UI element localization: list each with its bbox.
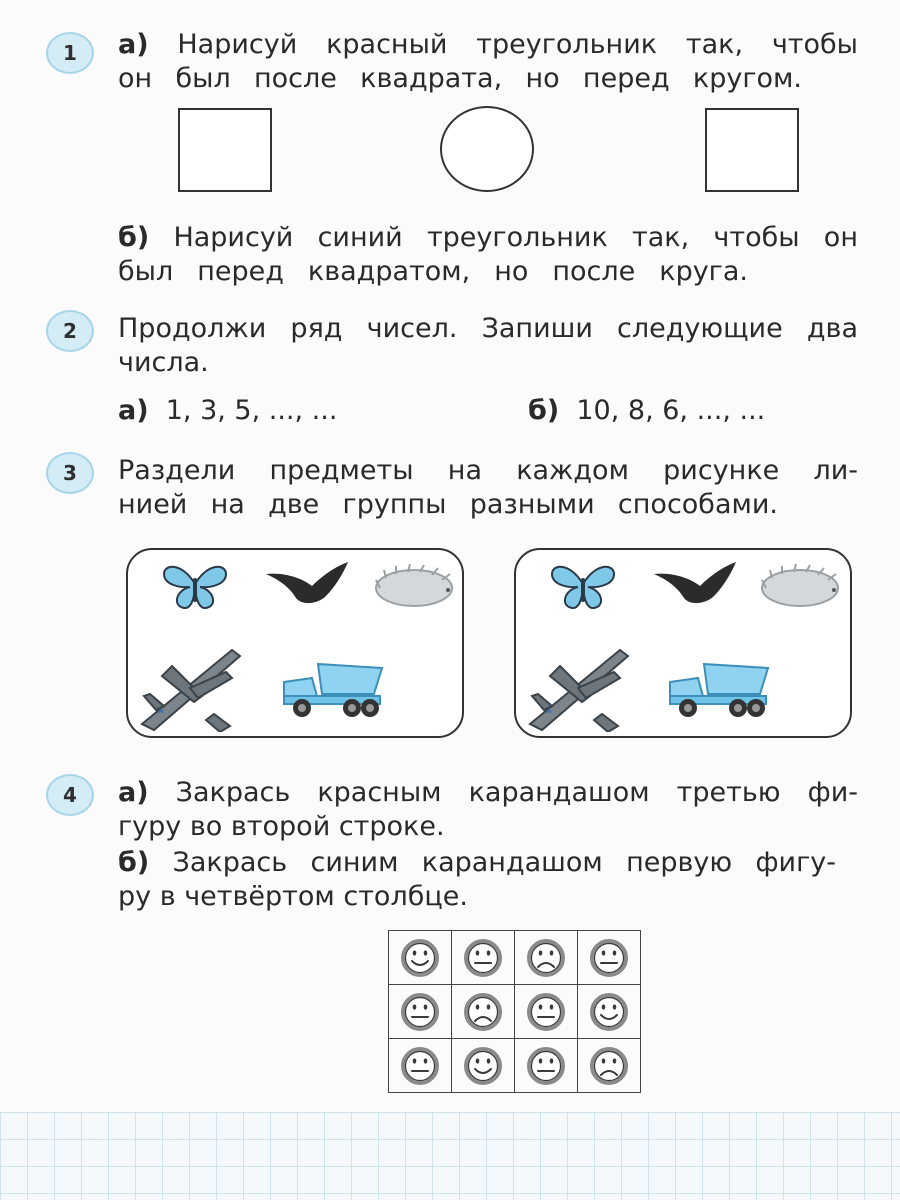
hedgehog-icon	[372, 560, 458, 608]
task1-a-label: а)	[118, 29, 149, 60]
sad-face-icon	[524, 936, 568, 980]
neutral-face-icon	[461, 936, 505, 980]
face-cell[interactable]	[452, 985, 515, 1039]
faces-row	[389, 985, 641, 1039]
face-cell[interactable]	[515, 931, 578, 985]
face-cell[interactable]	[389, 1039, 452, 1093]
task-number-2	[46, 310, 94, 352]
task2-line2	[118, 346, 209, 380]
task1-a-line1	[118, 28, 858, 62]
swallow-icon	[262, 558, 352, 608]
face-cell[interactable]	[452, 931, 515, 985]
butterfly-icon	[160, 560, 230, 612]
task4-b-line1	[118, 846, 836, 880]
smile-face-icon	[398, 936, 442, 980]
task1-a-text: Нарисуй красный треугольник так, чтобы	[177, 29, 858, 60]
sad-face-icon	[587, 1044, 631, 1088]
task4-a-text: Закрась красным карандашом третью фи-	[175, 777, 858, 808]
task3-text2: нией на две группы разными способами.	[118, 489, 778, 520]
truck-icon	[664, 658, 774, 720]
face-cell[interactable]	[515, 1039, 578, 1093]
task1-b-line2	[118, 255, 748, 289]
task4-a-label: а)	[118, 777, 149, 808]
task-number-text: 4	[63, 783, 77, 807]
task1-b-text2: был перед квадратом, но после круга.	[118, 256, 748, 287]
grid-paper	[0, 1112, 900, 1200]
neutral-face-icon	[524, 1044, 568, 1088]
airplane-icon	[524, 636, 636, 732]
task2-line1	[118, 312, 858, 346]
task-number-4	[46, 774, 94, 816]
task2-b-seq: 10, 8, 6, ..., ...	[576, 395, 766, 426]
square-shape-2[interactable]	[705, 108, 799, 192]
airplane-icon	[136, 636, 248, 732]
task4-b-line2	[118, 880, 468, 914]
face-cell[interactable]	[389, 985, 452, 1039]
task1-b-text: Нарисуй синий треугольник так, чтобы он	[173, 222, 858, 253]
task2-seq-a	[118, 394, 337, 428]
task4-a-line2	[118, 810, 445, 844]
task-number-3	[46, 452, 94, 494]
task1-a-line2	[118, 62, 802, 96]
hedgehog-icon	[758, 560, 844, 608]
neutral-face-icon	[524, 990, 568, 1034]
swallow-icon	[650, 558, 740, 608]
face-cell[interactable]	[452, 1039, 515, 1093]
task-number-text: 1	[63, 41, 77, 65]
faces-grid	[388, 930, 641, 1093]
smile-face-icon	[587, 990, 631, 1034]
face-cell[interactable]	[578, 985, 641, 1039]
task-number-1	[46, 32, 94, 74]
task2-a-label: а)	[118, 395, 149, 426]
face-cell[interactable]	[578, 1039, 641, 1093]
task1-b-line1	[118, 221, 858, 255]
task-number-text: 2	[63, 319, 77, 343]
task4-b-text: Закрась синим карандашом первую фигу-	[172, 847, 836, 878]
task3-line2	[118, 488, 778, 522]
task1-a-text2: он был после квадрата, но перед кругом.	[118, 63, 802, 94]
task4-b-text2: ру в четвёртом столбце.	[118, 881, 468, 912]
sad-face-icon	[461, 990, 505, 1034]
task2-seq-b	[528, 394, 765, 428]
circle-shape[interactable]	[440, 106, 534, 192]
task4-a-text2: гуру во второй строке.	[118, 811, 445, 842]
task3-text: Раздели предметы на каждом рисунке ли-	[118, 455, 858, 486]
task2-text: Продолжи ряд чисел. Запиши следующие два	[118, 313, 858, 344]
face-cell[interactable]	[515, 985, 578, 1039]
task2-a-seq: 1, 3, 5, ..., ...	[165, 395, 338, 426]
task1-b-label: б)	[118, 222, 150, 253]
neutral-face-icon	[587, 936, 631, 980]
task-number-text: 3	[63, 461, 77, 485]
task3-line1	[118, 454, 858, 488]
truck-icon	[278, 658, 388, 720]
task2-b-label: б)	[528, 395, 560, 426]
faces-row	[389, 931, 641, 985]
task2-text2: числа.	[118, 347, 209, 378]
task4-a-line1	[118, 776, 858, 810]
face-cell[interactable]	[389, 931, 452, 985]
square-shape-1[interactable]	[178, 108, 272, 192]
neutral-face-icon	[398, 990, 442, 1034]
face-cell[interactable]	[578, 931, 641, 985]
faces-row	[389, 1039, 641, 1093]
butterfly-icon	[548, 560, 618, 612]
neutral-face-icon	[398, 1044, 442, 1088]
task4-b-label: б)	[118, 847, 150, 878]
smile-face-icon	[461, 1044, 505, 1088]
